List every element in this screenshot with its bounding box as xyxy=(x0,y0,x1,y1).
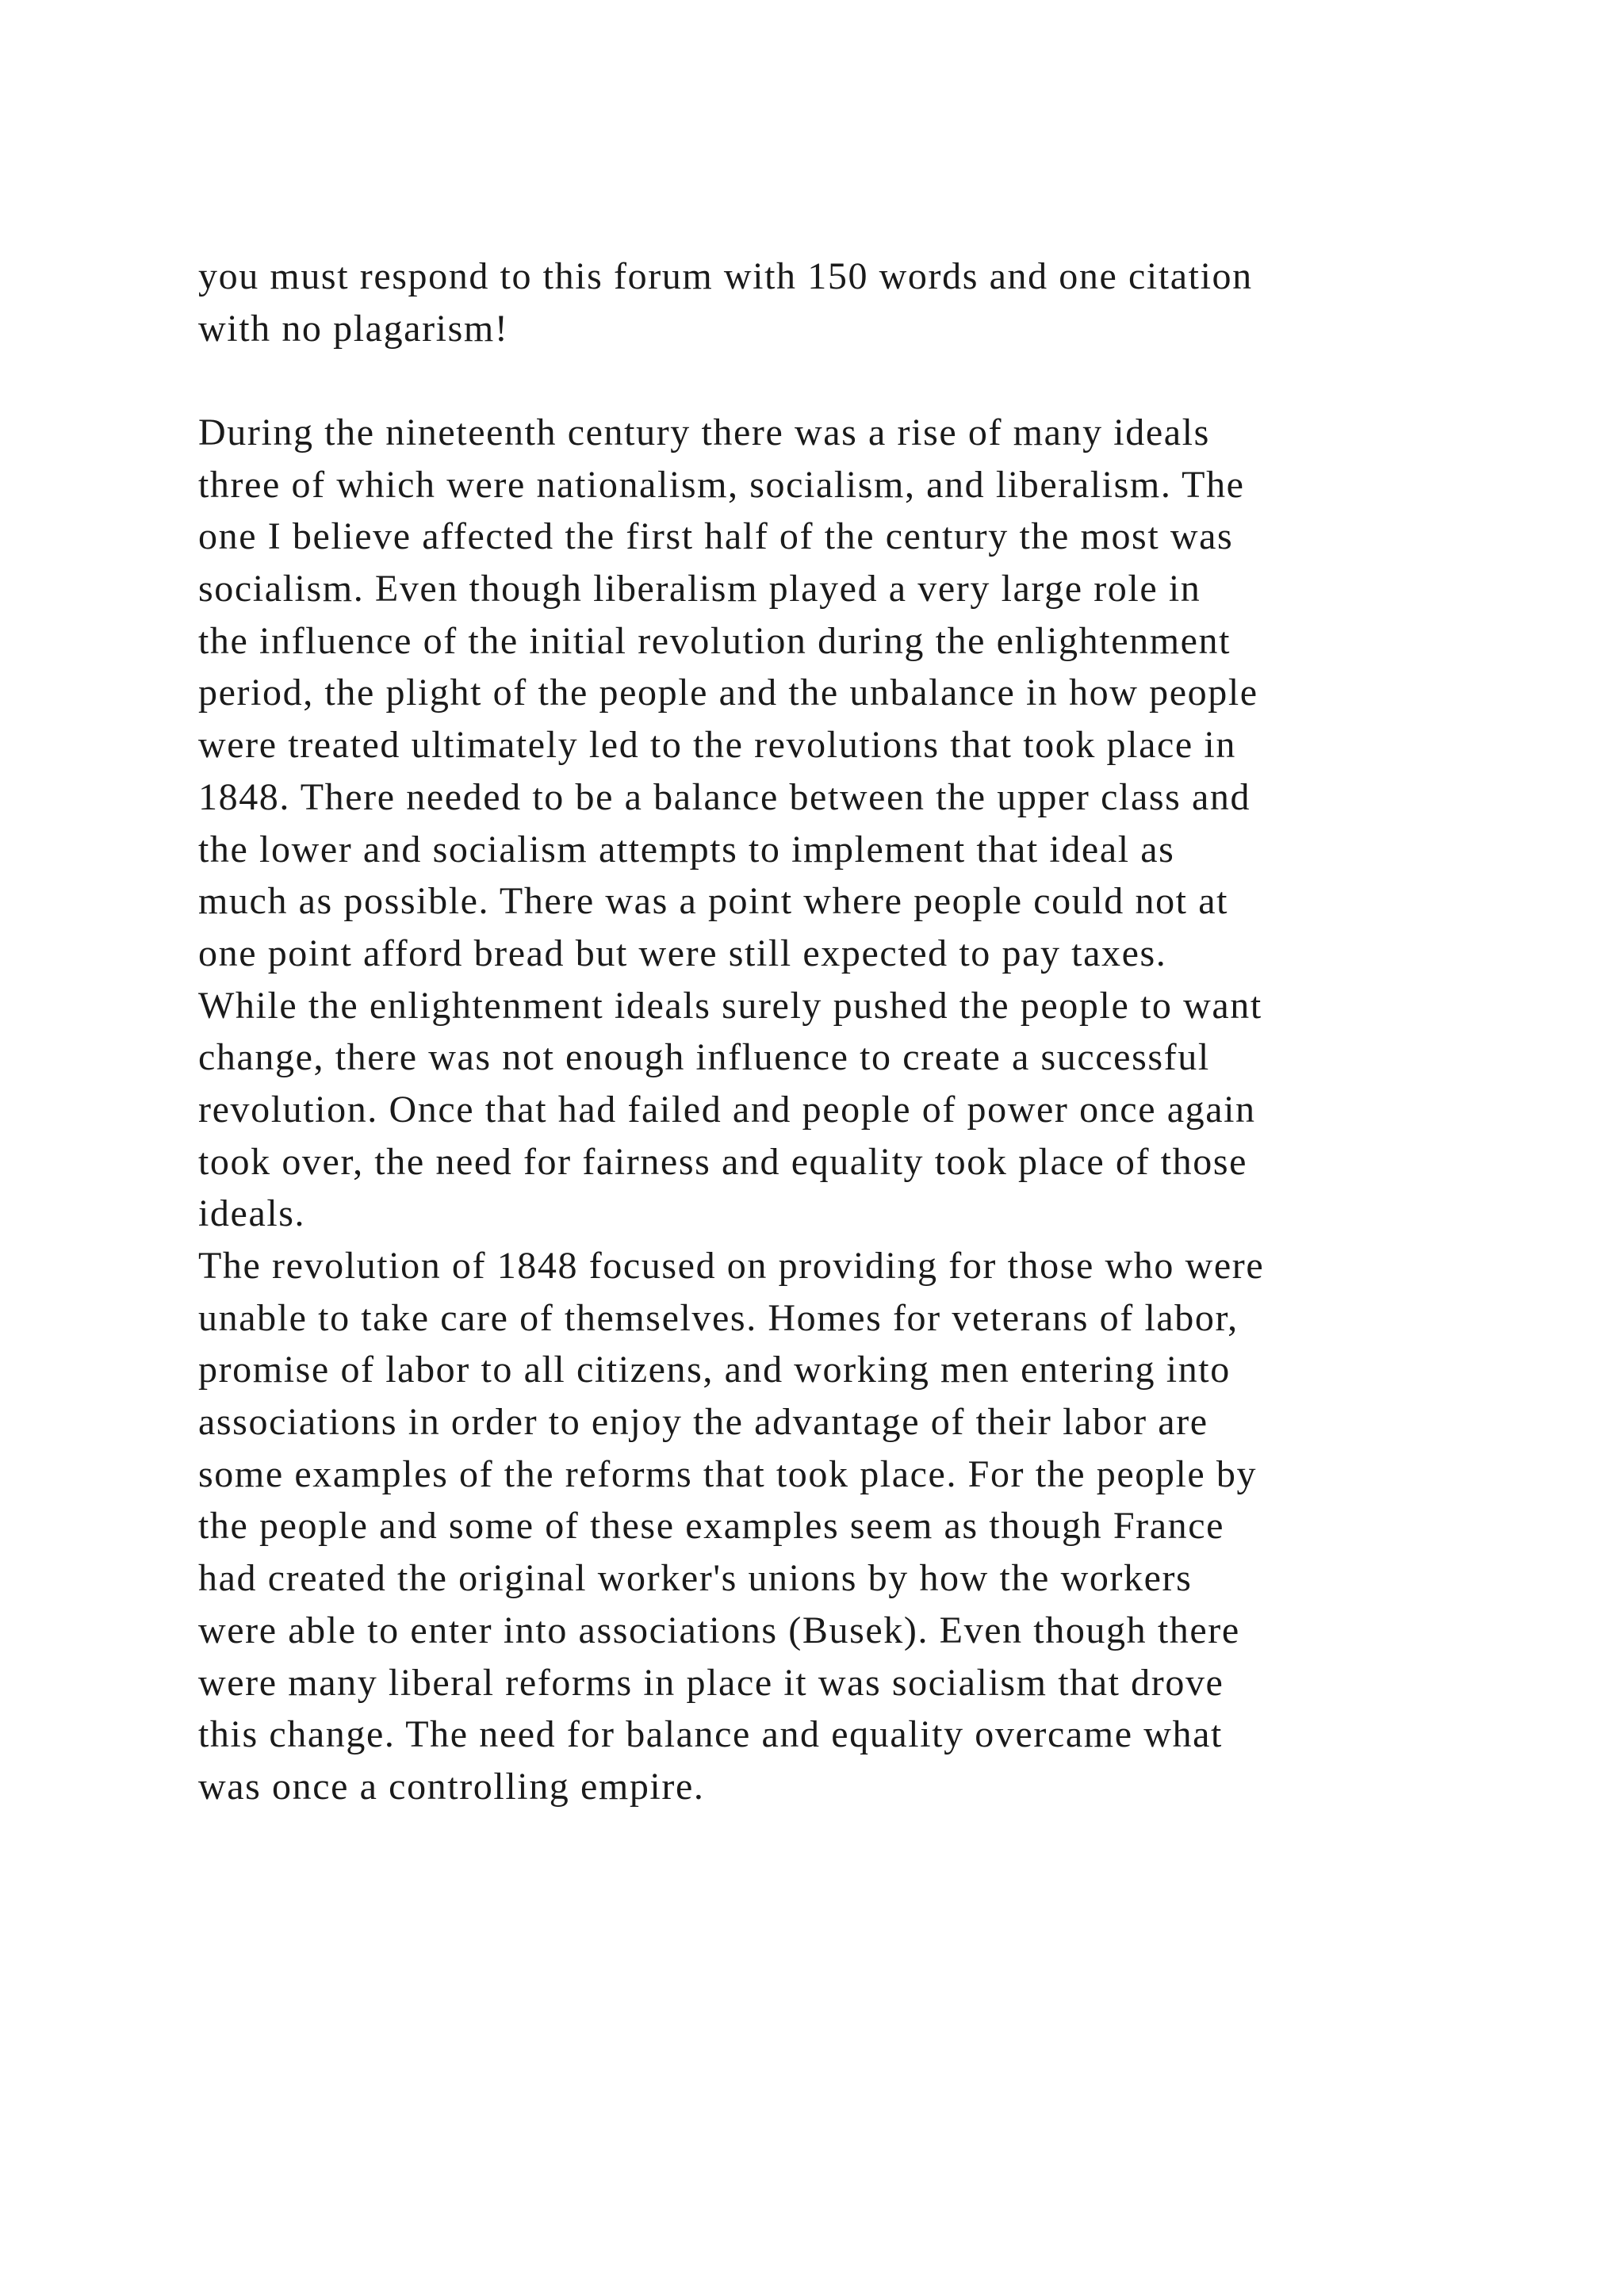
text-line: was once a controlling empire. xyxy=(198,1765,705,1808)
text-line: were able to enter into associations (Busek). Even though there xyxy=(198,1609,1240,1651)
text-line: with no plagarism! xyxy=(198,307,509,350)
text-line: were treated ultimately led to the revolutions that took place in xyxy=(198,724,1236,767)
text-line: ideals. xyxy=(198,1192,306,1235)
body-paragraphs xyxy=(198,407,1467,1813)
text-line: one point afford bread but were still expected to pay taxes. xyxy=(198,932,1167,974)
text-line: three of which were nationalism, socialism, and liberalism. The xyxy=(198,463,1245,506)
text-line: were many liberal reforms in place it was socialism that drove xyxy=(198,1661,1224,1704)
prompt-paragraph xyxy=(198,251,1467,354)
text-line: change, there was not enough influence to create a successful xyxy=(198,1036,1210,1079)
text-line: the people and some of these examples seem as though France xyxy=(198,1505,1225,1548)
text-line: While the enlightenment ideals surely pushed the people to want xyxy=(198,984,1262,1027)
text-line: associations in order to enjoy the advantage of their labor are xyxy=(198,1401,1208,1444)
text-line: the lower and socialism attempts to implement that ideal as xyxy=(198,828,1175,871)
text-line: this change. The need for balance and equality overcame what xyxy=(198,1713,1223,1756)
text-line: period, the plight of the people and the unbalance in how people xyxy=(198,672,1258,714)
text-line: much as possible. There was a point where people could not at xyxy=(198,880,1229,923)
text-line: you must respond to this forum with 150 words and one citation xyxy=(198,255,1253,297)
text-line: The revolution of 1848 focused on providing for those who were xyxy=(198,1245,1265,1287)
text-line: promise of labor to all citizens, and working men entering into xyxy=(198,1349,1231,1391)
text-line: had created the original worker's unions by how the workers xyxy=(198,1557,1193,1600)
text-line: During the nineteenth century there was a rise of many ideals xyxy=(198,411,1210,453)
text-line: took over, the need for fairness and equality took place of those xyxy=(198,1140,1248,1183)
text-line: some examples of the reforms that took place. For the people by xyxy=(198,1452,1258,1495)
text-line: one I believe affected the first half of the century the most was xyxy=(198,515,1234,558)
text-line: unable to take care of themselves. Homes for veterans of labor, xyxy=(198,1296,1239,1339)
text-line: revolution. Once that had failed and people of power once again xyxy=(198,1088,1256,1131)
text-line: the influence of the initial revolution during the enlightenment xyxy=(198,619,1231,662)
text-line: socialism. Even though liberalism played a very large role in xyxy=(198,568,1201,610)
text-line: 1848. There needed to be a balance between the upper class and xyxy=(198,775,1251,818)
